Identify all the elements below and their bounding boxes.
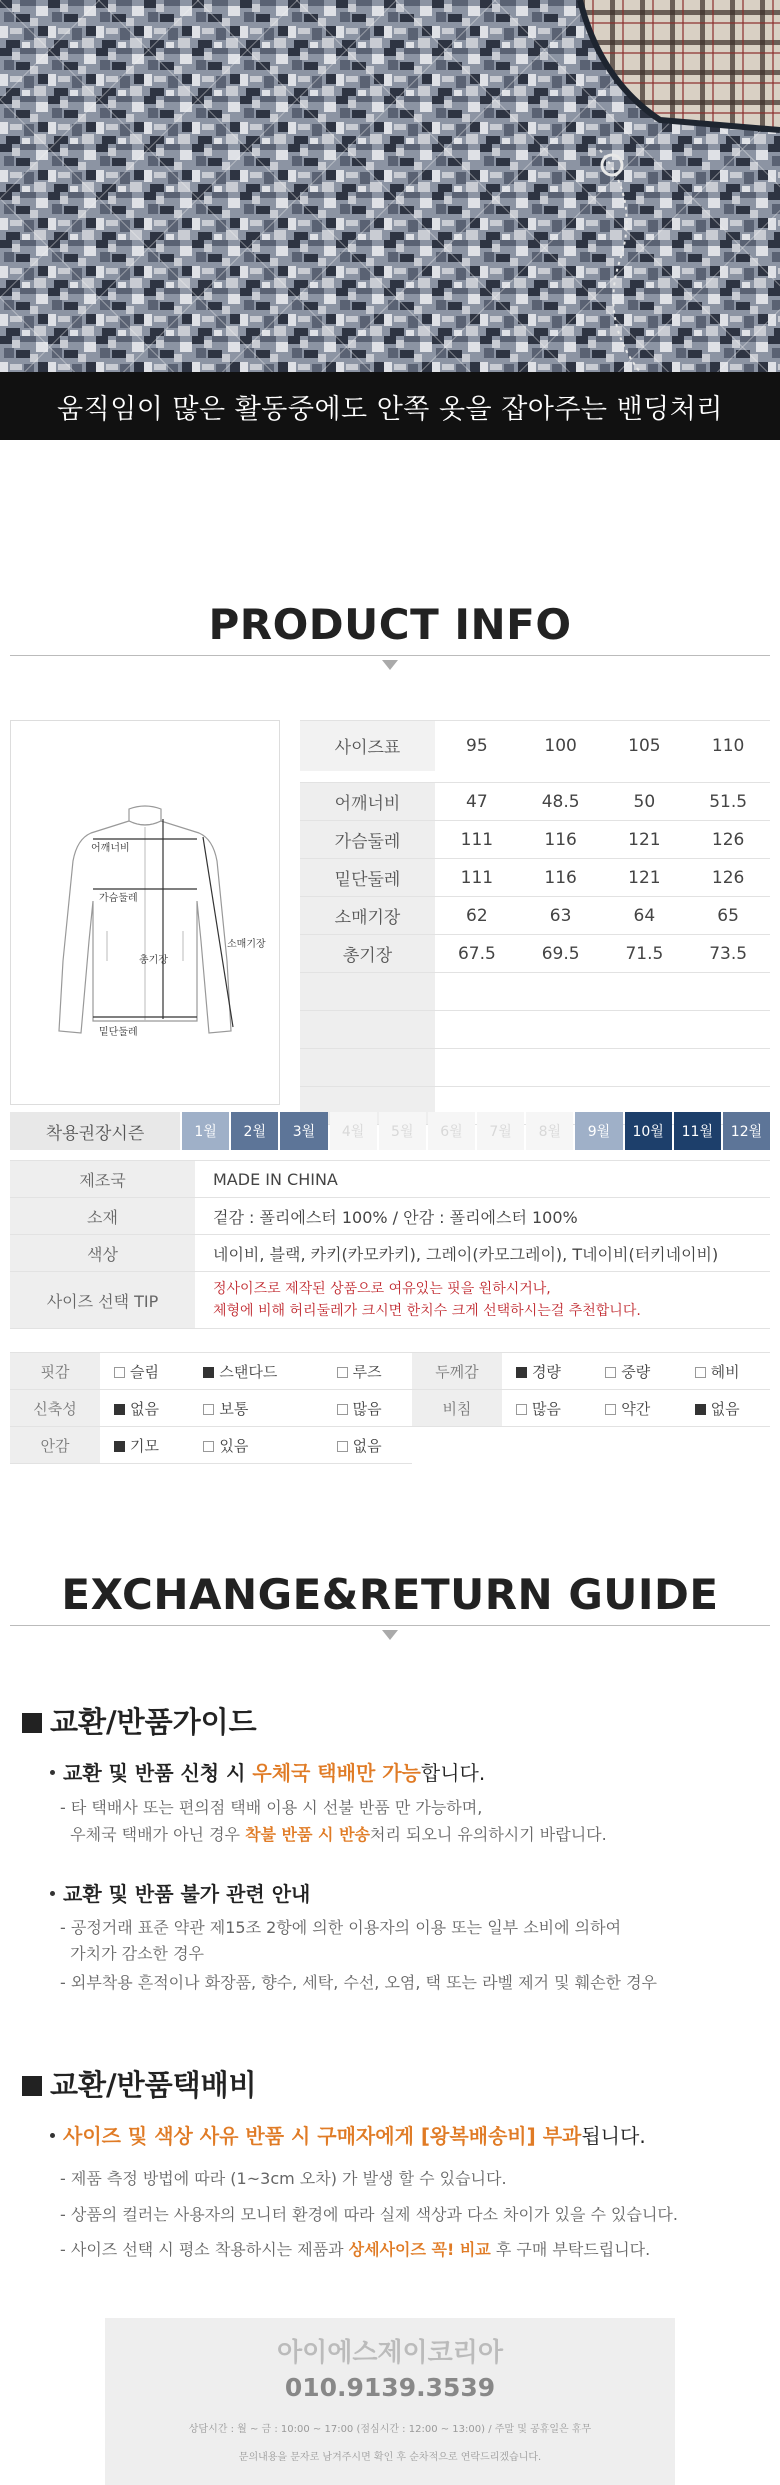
guide-bullet: 교환 및 반품 불가 관련 안내 xyxy=(50,1878,310,1907)
cell: 64 xyxy=(603,897,687,935)
table-row xyxy=(10,1161,770,1198)
attr-label: 소재 xyxy=(10,1198,195,1235)
row-label: 어깨너비 xyxy=(300,783,435,821)
cell: 116 xyxy=(519,859,603,897)
guide-note: 우체국 택배가 아닌 경우 착불 반품 시 반송처리 되오니 유의하시기 바랍니다. xyxy=(60,1825,607,1844)
checkbox-icon xyxy=(337,1404,348,1415)
contact-note: 문의내용을 문자로 남겨주시면 확인 후 순차적으로 연락드리겠습니다. xyxy=(238,2452,542,2463)
size-table-header-label: 사이즈표 xyxy=(300,721,435,771)
guide-bullet: 사이즈 및 색상 사유 반품 시 구매자에게 [왕복배송비] 부과됩니다. xyxy=(50,2120,646,2149)
contact-box xyxy=(105,2318,675,2485)
row-label: 가슴둘레 xyxy=(300,821,435,859)
cell: 121 xyxy=(603,859,687,897)
cell: 65 xyxy=(686,897,770,935)
option: 없음 xyxy=(100,1390,189,1427)
section-heading-exchange: 교환/반품가이드 xyxy=(22,1700,257,1741)
empty-row xyxy=(300,973,770,1011)
guide-note: 가치가 감소한 경우 xyxy=(60,1944,204,1963)
cell: 121 xyxy=(603,821,687,859)
hero-caption: 움직임이 많은 활동중에도 안쪽 옷을 잡아주는 밴딩처리 xyxy=(0,372,780,440)
size-col: 100 xyxy=(519,721,603,771)
attribute-table xyxy=(10,1160,770,1329)
attr-label: 사이즈 선택 TIP xyxy=(10,1272,195,1329)
option: 약간 xyxy=(591,1390,680,1427)
table-row xyxy=(10,1198,770,1235)
option: 보통 xyxy=(189,1390,322,1427)
option: 없음 xyxy=(681,1390,770,1427)
month-6: 6월 xyxy=(428,1112,475,1150)
month-8: 8월 xyxy=(526,1112,573,1150)
checkbox-checked-icon xyxy=(203,1367,214,1378)
checkbox-icon xyxy=(605,1367,616,1378)
cell: 71.5 xyxy=(603,935,687,973)
option: 중량 xyxy=(591,1353,680,1390)
checkbox-icon xyxy=(337,1367,348,1378)
cell: 111 xyxy=(435,821,519,859)
table-row xyxy=(300,897,770,935)
product-info-title: PRODUCT INFO xyxy=(208,600,572,649)
size-tip-line-2: 체형에 비해 허리둘레가 크시면 한치수 크게 선택하시는걸 추천합니다. xyxy=(213,1303,641,1319)
checkbox-icon xyxy=(695,1367,706,1378)
jacket-outline-icon xyxy=(11,721,279,1104)
cell: 48.5 xyxy=(519,783,603,821)
section-heading-shipping: 교환/반품택배비 xyxy=(22,2063,257,2104)
checkbox-icon xyxy=(605,1404,616,1415)
triangle-down-icon xyxy=(382,660,398,670)
diagram-label-chest: 가슴둘레 xyxy=(99,893,138,904)
feel-label: 핏감 xyxy=(10,1353,100,1390)
cell: 47 xyxy=(435,783,519,821)
diagram-label-sleeve: 소매기장 xyxy=(227,939,266,950)
month-9: 9월 xyxy=(575,1112,622,1150)
cell: 51.5 xyxy=(686,783,770,821)
month-1: 1월 xyxy=(182,1112,229,1150)
guide-note: - 사이즈 선택 시 평소 착용하시는 제품과 상세사이즈 꼭! 비교 후 구매 부탁드립니다. xyxy=(60,2240,651,2259)
attr-value: MADE IN CHINA xyxy=(195,1161,770,1198)
month-3: 3월 xyxy=(280,1112,327,1150)
product-info-divider xyxy=(10,655,770,656)
cell: 126 xyxy=(686,859,770,897)
feel-label: 두께감 xyxy=(412,1353,502,1390)
square-bullet-icon xyxy=(22,2076,42,2096)
table-row xyxy=(300,783,770,821)
triangle-down-icon xyxy=(382,1630,398,1640)
size-col: 105 xyxy=(603,721,687,771)
checkbox-icon xyxy=(337,1441,348,1452)
table-row xyxy=(10,1427,770,1464)
measurement-diagram xyxy=(10,720,280,1105)
guide-bullet: 교환 및 반품 신청 시 우체국 택배만 가능합니다. xyxy=(50,1757,485,1786)
checkbox-icon xyxy=(114,1367,125,1378)
attr-label: 색상 xyxy=(10,1235,195,1272)
square-bullet-icon xyxy=(22,1713,42,1733)
table-row xyxy=(300,821,770,859)
checkbox-icon xyxy=(203,1441,214,1452)
size-tip-text xyxy=(195,1272,770,1329)
option: 경량 xyxy=(502,1353,591,1390)
table-row xyxy=(10,1390,770,1427)
checkbox-checked-icon xyxy=(516,1367,527,1378)
guide-note: - 상품의 컬러는 사용자의 모니터 환경에 따라 실제 색상과 다소 차이가 있을 수 있습니다. xyxy=(60,2205,678,2224)
guide-note: - 제품 측정 방법에 따라 (1~3cm 오차) 가 발생 할 수 있습니다. xyxy=(60,2169,507,2188)
cell: 116 xyxy=(519,821,603,859)
size-tip-line-1: 정사이즈로 제작된 상품으로 여유있는 핏을 원하시거나, xyxy=(213,1281,551,1297)
option: 헤비 xyxy=(681,1353,770,1390)
cell: 126 xyxy=(686,821,770,859)
season-label: 착용권장시즌 xyxy=(10,1112,180,1150)
size-col: 95 xyxy=(435,721,519,771)
attr-value: 겉감 : 폴리에스터 100% / 안감 : 폴리에스터 100% xyxy=(195,1198,770,1235)
feel-label: 비침 xyxy=(412,1390,502,1427)
month-7: 7월 xyxy=(477,1112,524,1150)
empty-row xyxy=(300,1011,770,1049)
size-col: 110 xyxy=(686,721,770,771)
option: 없음 xyxy=(323,1427,412,1464)
cell: 50 xyxy=(603,783,687,821)
month-5: 5월 xyxy=(379,1112,426,1150)
size-table-header xyxy=(300,721,770,771)
row-label: 소매기장 xyxy=(300,897,435,935)
table-row xyxy=(300,935,770,973)
exchange-guide-divider xyxy=(10,1625,770,1626)
exchange-guide-title: EXCHANGE&RETURN GUIDE xyxy=(61,1570,719,1619)
month-4: 4월 xyxy=(330,1112,377,1150)
size-table xyxy=(300,720,770,1125)
option: 기모 xyxy=(100,1427,189,1464)
option: 있음 xyxy=(189,1427,322,1464)
row-label: 총기장 xyxy=(300,935,435,973)
cell: 67.5 xyxy=(435,935,519,973)
checkbox-icon xyxy=(516,1404,527,1415)
checkbox-checked-icon xyxy=(114,1404,125,1415)
dot-icon xyxy=(50,2133,55,2138)
checkbox-checked-icon xyxy=(695,1404,706,1415)
option: 많음 xyxy=(323,1390,412,1427)
feel-label: 안감 xyxy=(10,1427,100,1464)
month-10: 10월 xyxy=(625,1112,672,1150)
month-11: 11월 xyxy=(674,1112,721,1150)
month-2: 2월 xyxy=(231,1112,278,1150)
business-hours: 상담시간 : 월 ~ 금 : 10:00 ~ 17:00 (점심시간 : 12:00 ~ 13:00) / 주말 및 공휴일은 휴무 xyxy=(188,2424,592,2435)
guide-note: - 공정거래 표준 약관 제15조 2항에 의한 이용자의 이용 또는 일부 소비에 의하여 xyxy=(60,1918,622,1937)
table-row xyxy=(300,859,770,897)
attr-value: 네이비, 블랙, 카키(카모카키), 그레이(카모그레이), T네이비(터키네이비) xyxy=(195,1235,770,1272)
row-label: 밑단둘레 xyxy=(300,859,435,897)
cell: 111 xyxy=(435,859,519,897)
table-row xyxy=(10,1235,770,1272)
feel-label: 신축성 xyxy=(10,1390,100,1427)
option: 슬림 xyxy=(100,1353,189,1390)
guide-note: - 타 택배사 또는 편의점 택배 이용 시 선불 반품 만 가능하며, xyxy=(60,1798,483,1817)
option: 많음 xyxy=(502,1390,591,1427)
diagram-label-hem: 밑단둘레 xyxy=(99,1027,138,1038)
hero-photo xyxy=(0,0,780,440)
diagram-label-shoulder: 어깨너비 xyxy=(91,843,130,854)
empty-row xyxy=(300,1049,770,1087)
checkbox-checked-icon xyxy=(114,1441,125,1452)
option: 스탠다드 xyxy=(189,1353,322,1390)
attr-label: 제조국 xyxy=(10,1161,195,1198)
cell: 69.5 xyxy=(519,935,603,973)
table-row xyxy=(10,1353,770,1390)
company-name: 아이에스제이코리아 xyxy=(276,2338,504,2368)
cell: 63 xyxy=(519,897,603,935)
cell: 62 xyxy=(435,897,519,935)
dot-icon xyxy=(50,1770,55,1775)
option: 루즈 xyxy=(323,1353,412,1390)
dot-icon xyxy=(50,1891,55,1896)
diagram-label-length: 총기장 xyxy=(139,955,168,966)
season-bar xyxy=(10,1112,770,1150)
feel-table xyxy=(10,1352,770,1464)
table-row xyxy=(10,1272,770,1329)
guide-note: - 외부착용 흔적이나 화장품, 향수, 세탁, 수선, 오염, 택 또는 라벨 제거 및 훼손한 경우 xyxy=(60,1973,657,1992)
month-12: 12월 xyxy=(723,1112,770,1150)
phone-number: 010.9139.3539 xyxy=(284,2373,496,2402)
checkbox-icon xyxy=(203,1404,214,1415)
cell: 73.5 xyxy=(686,935,770,973)
